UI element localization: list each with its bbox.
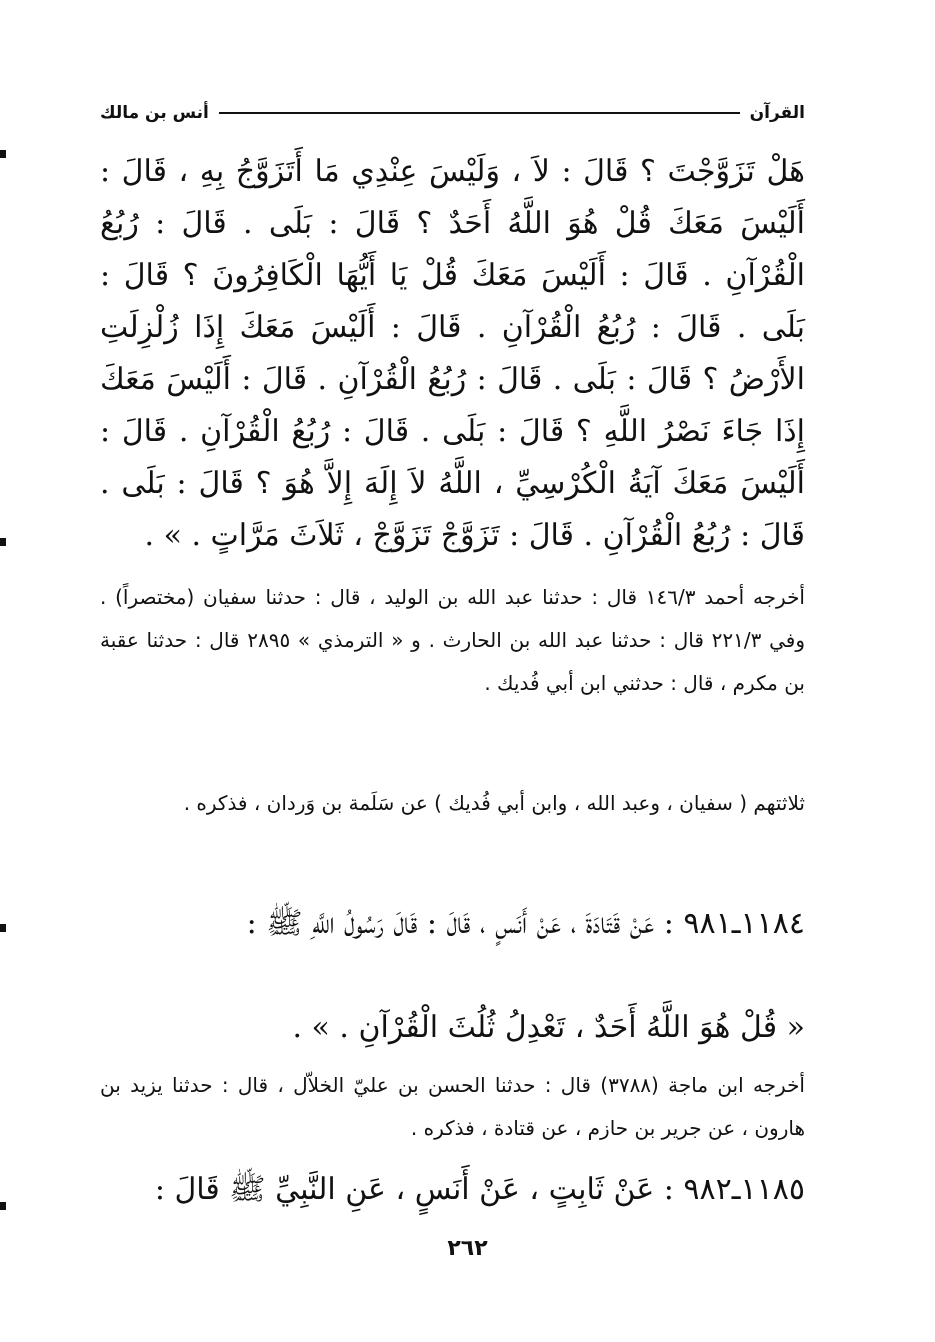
margin-mark bbox=[0, 150, 6, 158]
header-left-title: أنس بن مالك bbox=[100, 103, 209, 123]
hadith-text-continued: هَلْ تَزَوَّجْتَ ؟ قَالَ : لاَ ، وَلَيْسَ عِنْدِي مَا أَتَزَوَّجُ بِهِ ، قَالَ : أَلَيْسَ مَعَكَ قُلْ هُوَ اللَّهُ أَحَدٌ ؟ قَالَ : بَلَى . قَالَ : رُبُعُ الْقُرْآنِ . قَالَ : أَلَيْسَ مَعَكَ قُلْ يَا أَيُّهَا الْكَافِرُونَ ؟ قَالَ : بَلَى . قَالَ : رُبُعُ الْقُرْآنِ . قَالَ : أَلَيْسَ مَعَكَ إِذَا زُلْزِلَتِ الأَرْضُ ؟ قَالَ : بَلَى . قَالَ : رُبُعُ الْقُرْآنِ . قَالَ : أَلَيْسَ مَعَكَ إِذَا جَاءَ نَصْرُ اللَّهِ ؟ قَالَ : بَلَى . قَالَ : رُبُعُ الْقُرْآنِ . قَالَ : أَلَيْسَ مَعَكَ آيَةُ الْكُرْسِيِّ ، اللَّهُ لاَ إِلَهَ إِلاَّ هُوَ ؟ قَالَ : بَلَى . قَالَ : رُبُعُ الْقُرْآنِ . قَالَ : تَزَوَّجْ تَزَوَّجْ ، ثَلاَثَ مَرَّاتٍ . » . bbox=[100, 154, 805, 553]
page-number: ٢٦٢ bbox=[447, 1236, 488, 1261]
takhrij-ibn-majah: أخرجه ابن ماجة (٣٧٨٨) قال : حدثنا الحسن بن عليّ الخلاّل ، قال : حدثنا يزيد بن هارون ، عن جرير بن حازم ، عن قتادة ، فذكره . bbox=[100, 1073, 805, 1140]
takhrij-chain: ثلاثتهم ( سفيان ، وعبد الله ، وابن أبي فُديك ) عن سَلَمة بن وَردان ، فذكره . bbox=[183, 791, 805, 815]
takhrij-paragraph: أخرجه أحمد ١٤٦/٣ قال : حدثنا عبد الله بن الوليد ، قال : حدثنا سفيان (مختصراً) . وفي ٢٢١/٣ قال : حدثنا عبد الله بن الحارث . و « الترمذي » ٢٨٩٥ قال : حدثنا عقبة بن مكرم ، قال : حدثني ابن أبي فُديك . bbox=[100, 585, 805, 695]
hadith-1185-isnad: ١١٨٥ـ٩٨٢ : عَنْ ثَابِتٍ ، عَنْ أَنَسٍ ، عَنِ النَّبِيِّ ﷺ قَالَ : bbox=[154, 1172, 805, 1207]
margin-mark bbox=[0, 1202, 6, 1210]
header-rule bbox=[219, 112, 740, 114]
header-right-title: القرآن bbox=[749, 103, 805, 123]
margin-mark bbox=[0, 538, 6, 546]
margin-mark bbox=[0, 924, 6, 932]
running-header bbox=[100, 96, 805, 130]
hadith-1184-isnad: ١١٨٤ـ٩٨١ : عَنْ قَتَادَةَ ، عَنْ أَنَسٍ ، قَالَ : قَالَ رَسُولُ اللَّهِ ﷺ : bbox=[246, 906, 805, 941]
hadith-1184-matn: « قُلْ هُوَ اللَّهُ أَحَدٌ ، تَعْدِلُ ثُلُثَ الْقُرْآنِ . » . bbox=[292, 1010, 805, 1045]
